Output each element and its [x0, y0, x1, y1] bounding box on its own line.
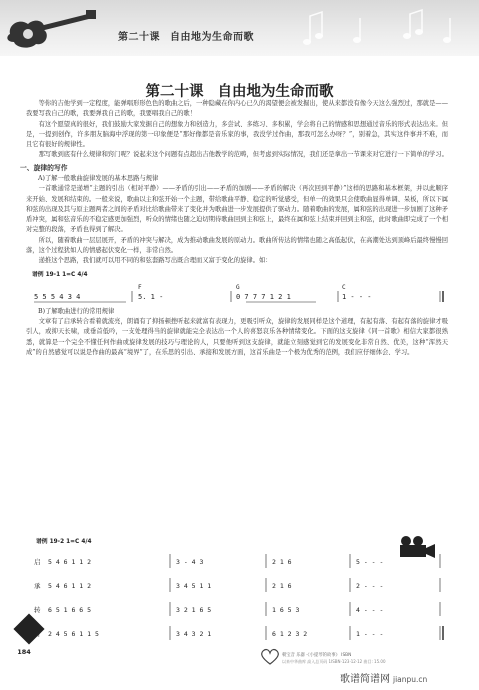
- svg-text:2 4 5 6 1 1 5: 2 4 5 6 1 1 5: [48, 630, 99, 638]
- example-1-notation: [26, 271, 448, 305]
- page-title: [0, 80, 479, 101]
- subsection-b-heading: B)了解歌曲进行的常用规律: [38, 307, 115, 315]
- row-label-cheng: 承: [34, 582, 41, 590]
- intro-paragraph-3: 那写歌到底有什么规律和窍门呢？说起来这个问题有点超出吉他教学的范畴，但考虑到实际情况，我们还是拿出一节课来对它进行一下简单的学习。: [38, 151, 448, 159]
- svg-text:2 - - -: 2 - - -: [356, 582, 384, 590]
- svg-text:2 1 6: 2 1 6: [272, 558, 292, 566]
- section-a-paragraph-3: 递推这个思路，我们就可以用不同的和弦套路写出既合理而又富于变化的旋律。如：: [38, 257, 272, 265]
- svg-text:5 4 6 1 1 2: 5 4 6 1 1 2: [48, 558, 92, 566]
- svg-text:G: G: [236, 283, 240, 291]
- music-notes-decoration: [300, 6, 475, 50]
- svg-text:5 - - -: 5 - - -: [356, 558, 384, 566]
- svg-text:1 6 5 3: 1 6 5 3: [272, 606, 300, 614]
- site-watermark: [340, 670, 427, 685]
- subsection-a-heading: A)了解一般歌曲旋律发展的基本思路与规律: [38, 174, 159, 182]
- footer-publisher-note: 朝宝音 乐器 ·《小提琴的故事》 ISBN: [282, 653, 352, 658]
- score-example-2: [26, 536, 448, 656]
- header-chapter-subtitle: 自由地为生命而歌: [170, 32, 254, 43]
- title-name: 自由地为生命而歌: [217, 84, 334, 100]
- example-2-label: 谱例 19-2 1=C 4/4: [36, 539, 92, 545]
- row-label-qi: 启: [34, 558, 41, 566]
- watermark-site: 歌谱简谱网: [340, 674, 390, 685]
- header-chapter-label: 第二十课: [118, 32, 160, 43]
- title-lesson: 第二十课: [145, 84, 204, 100]
- svg-text:1 - - -: 1 - - -: [356, 630, 384, 638]
- svg-text:0 7 7 7 1 2 1: 0 7 7 7 1 2 1: [236, 292, 291, 301]
- intro-paragraph-1: 等你的吉他学到一定程度，能弹唱形形色色的歌曲之后，一种隐藏在你内心已久的渴望便会被发掘出，使从来都没有像今天这么强烈过，那就是——我要写我自己的歌，我要弹我自己的歌，我要唱我自己的歌！: [26, 100, 448, 118]
- row-label-zhuan: 转: [34, 606, 41, 614]
- example-1-label: 谱例 19-1 1=C 4/4: [32, 271, 88, 278]
- footer-catalog-note: 以来中华曲库 高入总页码 1ISBN·123·12·12 曲目: 15.00: [282, 659, 386, 664]
- section-a-paragraph-2: 所以，随着歌曲一层层展开，矛盾的冲突与解决，成为推动歌曲发展的原动力。歌曲所传达的情绪也随之高低起伏，在高潮处达到顶峰后最终慢慢回落，这个过程犹如人的情感起伏变化一样，非常自然。: [26, 236, 448, 255]
- heart-logo-icon: [260, 648, 280, 666]
- intro-paragraph-2: 有这个愿望真的很好，我们鼓励大家发掘自己的想象力和创造力，多尝试、多练习、多积累，学会将自己的情感和思想通过音乐的形式表达出来。但是，一提到创作，许多朋友脑海中浮现的第一印象便是“那好像都是音乐家的事，我没学过作曲，那我可怎么办呀？”，别着急，其实这件事并不难，而且它有很好的规律性。: [26, 120, 448, 149]
- guitar-icon: [4, 4, 100, 52]
- svg-text:6 1 2 3 2: 6 1 2 3 2: [272, 630, 308, 638]
- svg-text:5. 1 -: 5. 1 -: [138, 292, 164, 301]
- watermark-url: jianpu.cn: [393, 675, 428, 684]
- svg-text:5 5 5 4 3 4: 5 5 5 4 3 4: [34, 292, 81, 301]
- page-number: 184: [17, 648, 31, 656]
- svg-text:2 1 6: 2 1 6: [272, 582, 292, 590]
- svg-text:3 4 3 2 1: 3 4 3 2 1: [176, 630, 212, 638]
- article-body: [20, 99, 448, 358]
- section-heading: 一、旋律的写作: [20, 163, 68, 172]
- svg-text:6 5 1 6 6 5: 6 5 1 6 6 5: [48, 606, 92, 614]
- section-a-paragraph-1: 一首歌通常是递增“主题的引出（相对平静）——矛盾的引出——矛盾的加剧——矛盾的解决（再次回到平静）”这样的思路和基本框架，并以此顺序来开始、发展和结束的。一般来说，歌曲以主和弦开始一个主题，带给歌曲平静、稳定的听觉感受，但单一的效果只会使歌曲显得单调、呆板，所以下属和弦的出现及其与原主题两者之间的矛盾对比给歌曲带来了变化并为歌曲进一步发展提供了驱动力。随着歌曲的发展，属和弦的出现进一步加剧了这种矛盾冲突，属和弦音乐的不稳定感更加强烈，听众的情绪也随之迫切期待歌曲回到主和弦上，最终在属和弦上结束并回到主和弦，此时歌曲即完成了一个相对完整的段落，矛盾也得到了解决。: [26, 185, 448, 234]
- svg-text:4 - - -: 4 - - -: [356, 606, 384, 614]
- section-b-paragraph-1: 文章有了启承转合看着就流亮，朗诵有了抑扬顿挫听起来就富有表现力，更吸引听众，旋律的发展同样是这个道理，有起有落、有起有落的旋律才吸引人，或抑天长啸，或垂首低吟，一支处理得当的旋律就能完全表达出一个人的喜怒哀乐各种情绪变化。下面的这支旋律《同一首歌》相信大家都很熟悉，就算是一个完全不懂任何作曲或旋律发展的技巧与理论的人，只要他听到这支旋律，就能立刻感觉到它的发展变化非常自然、优美，这种“浑然天成”的自然感觉可以说是作曲的最高“境界”了，在乐思的引出、承接和发展方面，这首乐曲是一个极为优秀的范例，我们应仔细体会、学习。: [26, 318, 448, 357]
- film-camera-icon: [396, 535, 436, 559]
- example-2-notation: [26, 544, 448, 656]
- score-example-1: [26, 269, 448, 305]
- svg-text:3 2 1 6 5: 3 2 1 6 5: [176, 606, 212, 614]
- svg-text:F: F: [138, 283, 142, 291]
- svg-text:3 4 5 1 1: 3 4 5 1 1: [176, 582, 212, 590]
- page-header: [0, 0, 479, 56]
- svg-text:3 - 4 3: 3 - 4 3: [176, 558, 204, 566]
- svg-text:5 4 6 1 1 2: 5 4 6 1 1 2: [48, 582, 92, 590]
- svg-text:1 - - -: 1 - - -: [342, 292, 372, 301]
- header-chapter: [118, 28, 254, 43]
- svg-text:C: C: [342, 283, 346, 291]
